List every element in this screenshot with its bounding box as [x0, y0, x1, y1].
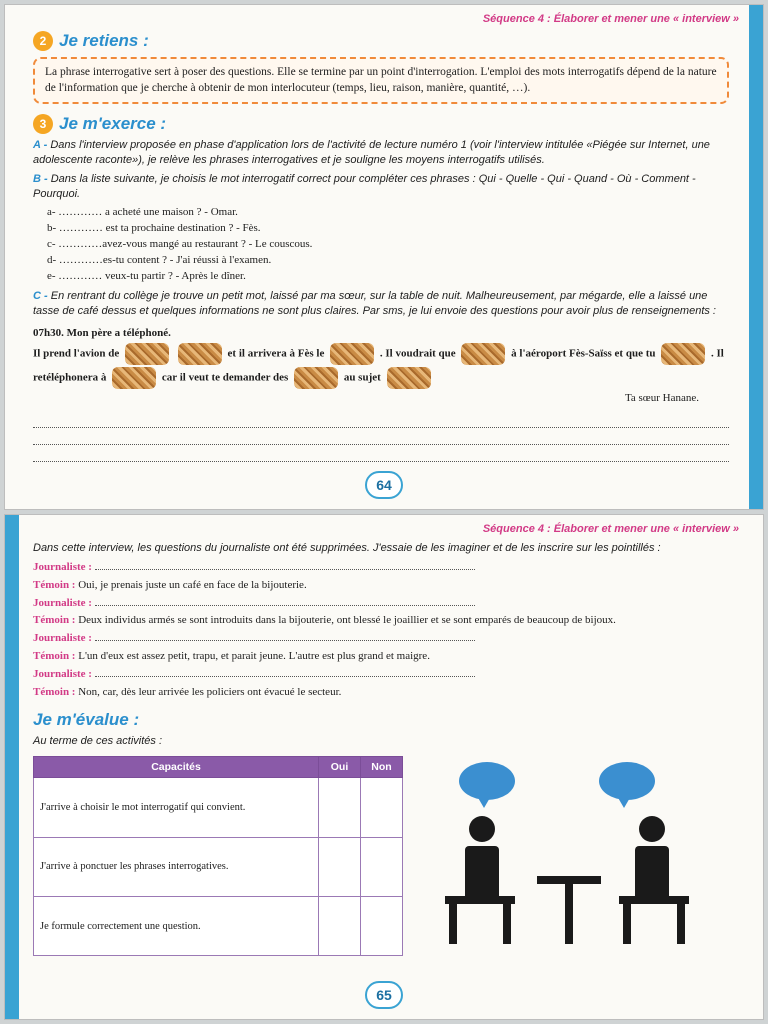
table-leg-icon	[565, 884, 573, 944]
dialog-line	[33, 560, 735, 575]
capacity-cell: J'arrive à ponctuer les phrases interrogatives.	[34, 837, 319, 896]
table-row	[34, 778, 403, 837]
coffee-stain	[387, 367, 431, 389]
chair-leg-icon	[677, 904, 685, 944]
retiens-title: Je retiens :	[59, 31, 149, 50]
exercise-b-label: B -	[33, 172, 48, 185]
exercise-c	[33, 289, 729, 319]
dialog-line	[33, 631, 735, 646]
note-text: . Il voudrait que	[379, 347, 456, 360]
note-text: Il prend l'avion de	[33, 347, 120, 360]
self-evaluation-table	[33, 756, 403, 956]
table-row	[34, 897, 403, 956]
page-64	[4, 4, 764, 510]
running-head: Séquence 4 : Élaborer et mener une « interview »	[482, 13, 739, 25]
section-number: 3	[33, 114, 53, 134]
note-text: et il arrivera à Fès le	[227, 347, 325, 360]
exercise-b	[33, 172, 729, 202]
non-checkbox-cell[interactable]	[361, 897, 403, 956]
column-header: Oui	[319, 757, 361, 778]
section-number: 2	[33, 31, 53, 51]
speaker-temoin: Témoin :	[33, 685, 76, 698]
oui-checkbox-cell[interactable]	[319, 897, 361, 956]
temoin-answer: Deux individus armés se sont introduits dans la bijouterie, ont blessé le joaillier et se sont emparés de beaucoup de bijoux.	[78, 614, 616, 627]
chair-icon	[445, 896, 515, 904]
exercise-a-text: Dans l'interview proposée en phase d'application lors de l'activité de lecture numéro 1 (voir l'interview intitulée «Piégée sur Internet, une adolescente raconte»), je relève les phrases interrogatives et je souligne les moyens interrogatifs utilisés.	[33, 139, 710, 166]
temoin-answer: Oui, je prenais juste un café en face de la bijouterie.	[78, 578, 307, 591]
dialog-line	[33, 667, 735, 682]
non-checkbox-cell[interactable]	[361, 778, 403, 837]
column-header: Capacités	[34, 757, 319, 778]
question-blank[interactable]	[95, 632, 475, 641]
note-text: . Il retéléphonera à	[33, 347, 724, 384]
coffee-stain	[461, 343, 505, 365]
table-row	[34, 837, 403, 896]
dialog-line	[33, 649, 735, 664]
person-body-icon	[635, 846, 669, 900]
evalue-heading	[33, 710, 735, 730]
exercise-c-text: En rentrant du collège je trouve un petit mot, laissé par ma sœur, sur la table de nuit. Malheureusement, par mégarde, elle a laissé une tasse de café dessus et quelques informations ne sont plus claires. Par sms, je lui envoie des questions pour avoir plus de renseignements :	[33, 290, 716, 317]
list-item: b- ………… est ta prochaine destination ? - Fès.	[47, 222, 261, 235]
page-number: 65	[365, 981, 403, 1009]
temoin-answer: L'un d'eux est assez petit, trapu, et parait jeune. L'autre est plus grand et maigre.	[78, 650, 430, 663]
person-head-icon	[639, 816, 665, 842]
answer-lines	[33, 413, 729, 462]
evalue-title: Je m'évalue :	[33, 709, 140, 729]
capacity-cell: J'arrive à choisir le mot interrogatif qui convient.	[34, 778, 319, 837]
question-blank[interactable]	[95, 597, 475, 606]
speaker-temoin: Témoin :	[33, 650, 76, 663]
exercise-c-label: C -	[33, 290, 48, 303]
exercise-b-items	[47, 205, 729, 285]
coffee-stain	[125, 343, 169, 365]
person-body-icon	[465, 846, 499, 900]
chair-leg-icon	[623, 904, 631, 944]
speaker-journaliste: Journaliste :	[33, 560, 92, 573]
page-number: 64	[365, 471, 403, 499]
note-text: car il veut te demander des	[161, 371, 289, 384]
speech-bubble-icon	[599, 762, 655, 800]
chair-icon	[619, 896, 689, 904]
evaluation-area	[33, 756, 735, 956]
exercise-b-text: Dans la liste suivante, je choisis le mot interrogatif correct pour compléter ces phrases : Qui - Quelle - Qui - Quand - Où - Comment - Pourquoi.	[33, 172, 696, 200]
interview-intro: Dans cette interview, les questions du journaliste ont été supprimées. J'essaie de les imaginer et de les inscrire sur les pointillés :	[33, 542, 661, 554]
dialog-line	[33, 613, 735, 628]
dialog-line	[33, 578, 735, 593]
answer-line[interactable]	[33, 413, 729, 428]
note-text: au sujet	[343, 371, 381, 384]
answer-line[interactable]	[33, 430, 729, 445]
list-item: d- …………es-tu content ? - J'ai réussi à l'examen.	[47, 254, 272, 267]
table-header-row	[34, 757, 403, 778]
coffee-stain	[178, 343, 222, 365]
exerce-heading	[33, 114, 729, 134]
page-64-content	[33, 31, 729, 464]
chair-leg-icon	[503, 904, 511, 944]
list-item: a- ………… a acheté une maison ? - Omar.	[47, 206, 238, 219]
non-checkbox-cell[interactable]	[361, 837, 403, 896]
dialog-line	[33, 685, 735, 700]
note-text: à l'aéroport Fès-Saïss et que tu	[511, 347, 656, 360]
table-icon	[537, 876, 601, 884]
interview-illustration	[419, 756, 719, 956]
answer-line[interactable]	[33, 447, 729, 462]
chair-leg-icon	[449, 904, 457, 944]
column-header: Non	[361, 757, 403, 778]
coffee-stain	[112, 367, 156, 389]
list-item: e- ………… veux-tu partir ? - Après le dîner.	[47, 270, 246, 283]
oui-checkbox-cell[interactable]	[319, 837, 361, 896]
speaker-journaliste: Journaliste :	[33, 667, 92, 680]
page-65-content	[33, 537, 735, 956]
oui-checkbox-cell[interactable]	[319, 778, 361, 837]
note-line: 07h30. Mon père a téléphoné.	[33, 326, 171, 339]
dialog-line	[33, 596, 735, 611]
coffee-stained-note	[33, 325, 729, 407]
list-item: c- …………avez-vous mangé au restaurant ? - Le couscous.	[47, 238, 313, 251]
page-65	[4, 514, 764, 1020]
coffee-stain	[661, 343, 705, 365]
speaker-journaliste: Journaliste :	[33, 596, 92, 609]
evalue-intro: Au terme de ces activités :	[33, 734, 162, 747]
retiens-heading	[33, 31, 729, 51]
interview-dialog	[33, 560, 735, 700]
exerce-title: Je m'exerce :	[59, 114, 167, 134]
speaker-temoin: Témoin :	[33, 614, 76, 627]
page-edge-band	[749, 5, 763, 509]
speech-bubble-icon	[459, 762, 515, 800]
speaker-journaliste: Journaliste :	[33, 632, 92, 645]
page-edge-band	[5, 515, 19, 1019]
temoin-answer: Non, car, dès leur arrivée les policiers ont évacué le secteur.	[78, 685, 342, 698]
question-blank[interactable]	[95, 561, 475, 570]
exercise-a-label: A -	[33, 139, 48, 152]
speaker-temoin: Témoin :	[33, 578, 76, 591]
coffee-stain	[330, 343, 374, 365]
note-signature: Ta sœur Hanane.	[624, 391, 699, 404]
running-head: Séquence 4 : Élaborer et mener une « interview »	[482, 523, 739, 535]
retiens-box: La phrase interrogative sert à poser des questions. Elle se termine par un point d'interrogation. L'emploi des mots interrogatifs dépend de la nature de l'information que je cherche à obtenir de mon interlocuteur (temps, lieu, raison, manière, quantité, …).	[33, 57, 729, 104]
exercise-a	[33, 138, 729, 168]
question-blank[interactable]	[95, 668, 475, 677]
capacity-cell: Je formule correctement une question.	[34, 897, 319, 956]
coffee-stain	[294, 367, 338, 389]
person-head-icon	[469, 816, 495, 842]
